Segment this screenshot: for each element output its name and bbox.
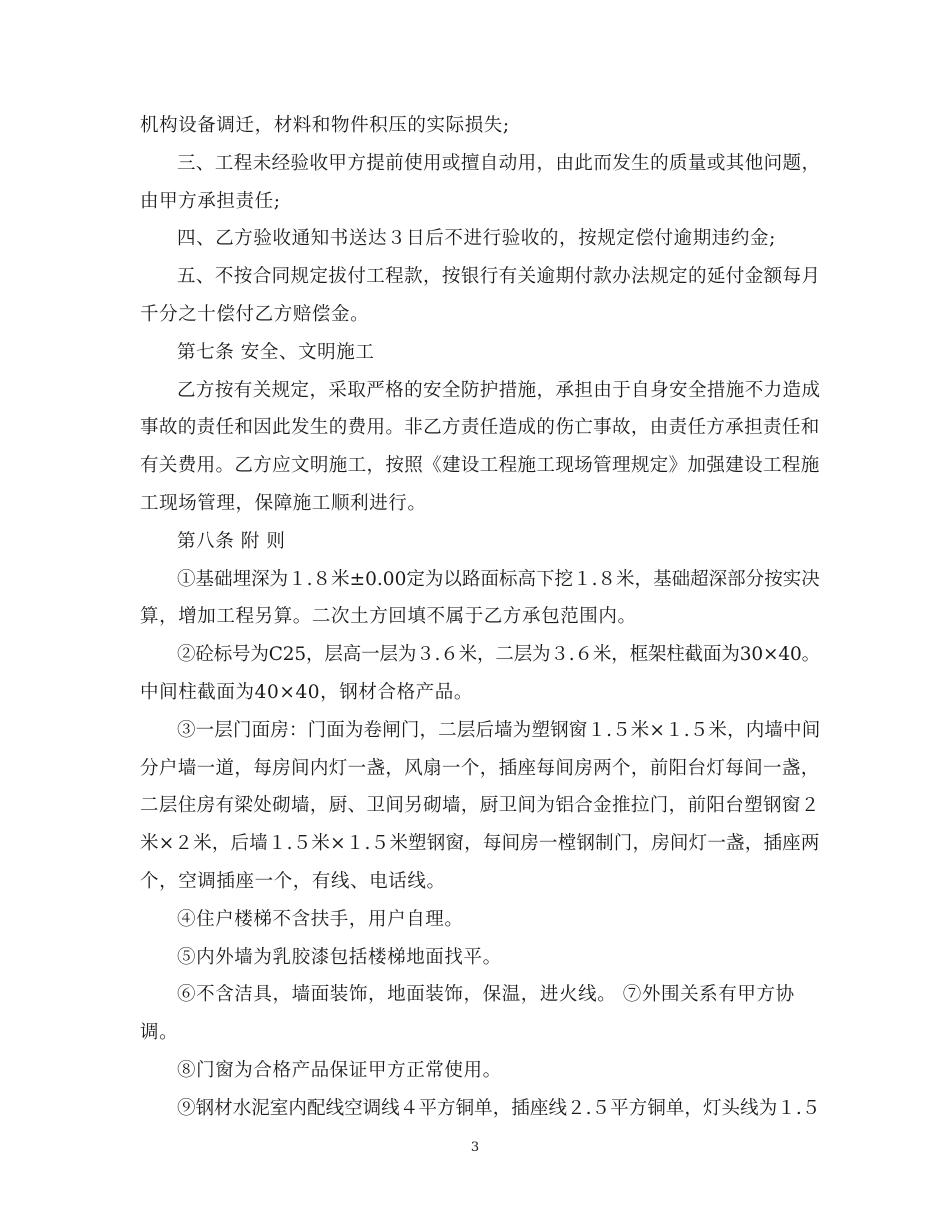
text-line: 中间柱截面为40×40，钢材合格产品。 bbox=[140, 682, 473, 703]
text-line: 乙方按有关规定，采取严格的安全防护措施，承担由于自身安全措施不力造成 bbox=[177, 380, 821, 401]
text-line: ⑤内外墙为乳胶漆包括楼梯地面找平。 bbox=[177, 947, 502, 968]
text-line: 有关费用。乙方应文明施工，按照《建设工程施工现场管理规定》加强建设工程施 bbox=[140, 455, 820, 476]
text-line: 千分之十偿付乙方赔偿金。 bbox=[140, 304, 370, 325]
page-number: 3 bbox=[470, 1140, 480, 1155]
text-line: ①基础埋深为１.８米±0.00定为以路面标高下挖１.８米，基础超深部分按实决 bbox=[177, 569, 820, 590]
text-line: ⑥不含洁具，墙面装饰，地面装饰，保温，进火线。 ⑦外围关系有甲方协 bbox=[177, 984, 795, 1005]
text-line: 二层住房有梁处砌墙，厨、卫间另砌墙，厨卫间为铝合金推拉门，前阳台塑钢窗２ bbox=[140, 795, 820, 816]
text-line: 机构设备调迁，材料和物件积压的实际损失; bbox=[140, 115, 510, 136]
text-line: ⑧门窗为合格产品保证甲方正常使用。 bbox=[177, 1060, 502, 1081]
text-line: 调。 bbox=[140, 1022, 179, 1043]
text-line: 由甲方承担责任; bbox=[140, 191, 281, 212]
text-line: ④住户楼梯不含扶手，用户自理。 bbox=[177, 909, 464, 930]
text-line: 四、乙方验收通知书送达３日后不进行验收的，按规定偿付逾期违约金; bbox=[177, 228, 776, 249]
text-line: ⑨钢材水泥室内配线空调线４平方铜单，插座线２.５平方铜单，灯头线为１.５ bbox=[177, 1098, 821, 1119]
text-line: 五、不按合同规定拔付工程款，按银行有关逾期付款办法规定的延付金额每月 bbox=[177, 266, 821, 287]
text-line: ②砼标号为C25，层高一层为３.６米，二层为３.６米，框架柱截面为30×40。 bbox=[177, 644, 820, 665]
text-line: 算，增加工程另算。二次土方回填不属于乙方承包范围内。 bbox=[140, 606, 637, 627]
text-line: 个，空调插座一个，有线、电话线。 bbox=[140, 871, 446, 892]
section-heading: 第八条 附 则 bbox=[177, 531, 286, 552]
text-line: 米×２米，后墙１.５米×１.５米塑钢窗，每间房一樘钢制门，房间灯一盏，插座两 bbox=[140, 833, 820, 854]
text-line: 分户墙一道，每房间内灯一盏，风扇一个，插座每间房两个，前阳台灯每间一盏， bbox=[140, 758, 820, 779]
section-heading: 第七条 安全、文明施工 bbox=[177, 342, 375, 363]
text-line: 事故的责任和因此发生的费用。非乙方责任造成的伤亡事故，由责任方承担责任和 bbox=[140, 417, 820, 438]
text-line: 三、工程未经验收甲方提前使用或擅自动用，由此而发生的质量或其他问题， bbox=[177, 153, 821, 174]
text-line: ③一层门面房：门面为卷闸门，二层后墙为塑钢窗１.５米×１.５米，内墙中间 bbox=[177, 720, 821, 741]
text-line: 工现场管理，保障施工顺利进行。 bbox=[140, 493, 427, 514]
